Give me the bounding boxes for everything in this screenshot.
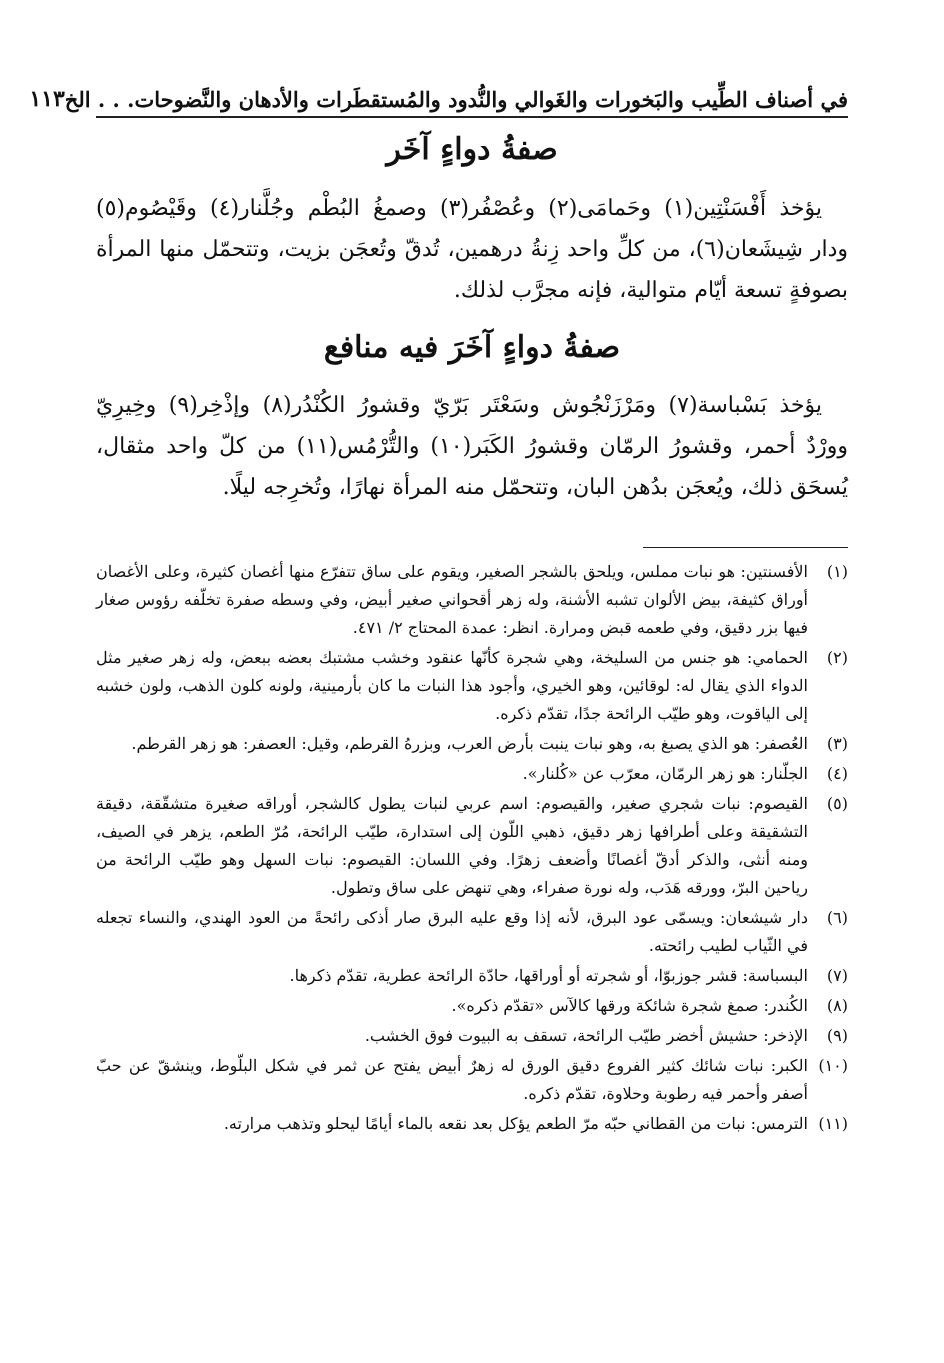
footnote-number: (٩)	[826, 1026, 848, 1045]
footnote	[96, 760, 848, 788]
running-title: في أصناف الطِّيب والبَخورات والغَوالي والنُّدود والمُستقطَرات والأدهان والنَّضوحات. . . الخ	[64, 87, 848, 112]
footnote-number: (٣)	[826, 734, 848, 753]
footnote	[96, 1052, 848, 1108]
footnote	[96, 1110, 848, 1138]
footnote-number: (٢)	[826, 648, 848, 667]
footnote-divider	[643, 547, 848, 548]
footnote-number: (١١)	[818, 1114, 848, 1133]
footnote	[96, 558, 848, 642]
footnote-number: (٥)	[826, 794, 848, 813]
footnote-text: الإذخر: حشيش أخضر طيّب الرائحة، تسقف به البيوت فوق الخشب.	[364, 1026, 808, 1045]
footnote-text: الجلّنار: هو زهر الرمّان، معرّب عن «كُلنار».	[522, 764, 808, 783]
running-header	[29, 72, 848, 118]
footnote-number: (٤)	[826, 764, 848, 783]
section-paragraph: يؤخذ بَسْباسة(٧) ومَرْزَنْجُوش وسَعْتَر بَرّيّ وقشورُ الكُنْدُر(٨) وإذْخِر(٩) وخِيرِيّ وورْدٌ أحمر، وقشورُ الرمّان وقشورُ الكَبَر(١٠) والتُّرْمُس(١١) من كلّ واحد مثقال، يُسحَق ذلك، ويُعجَن بدُهن البان، وتتحمّل منه المرأة نهارًا، وتُخرِجه ليلًا.	[96, 393, 848, 500]
footnote-number: (١٠)	[818, 1056, 848, 1075]
footnote	[96, 962, 848, 990]
footnote-text: الأفسنتين: هو نبات مملس، ويلحق بالشجر الصغير، ويقوم على ساق تتفرّع منها أغصان كثيرة، وعلى الأغصان أوراق كثيفة، بيض الألوان تشبه الأشنة، وله زهر أقحواني صغير أبيض، وفي وسطه صفرة تخلّفه رؤوس صغار فيها بزر دقيق، وفي طعمه قبض ومرارة. انظر: عمدة المحتاج ٢/ ٤٧١.	[96, 562, 808, 637]
page-number: ١١٣	[29, 86, 65, 112]
footnote	[96, 730, 848, 758]
footnote-text: القيصوم: نبات شجري صغير، والقيصوم: اسم عربي لنبات يطول كالشجر، أوراقه صغيرة متشقّقة، دقيقة التشقيقة وعلى أطرافها زهر دقيق، ذهبي اللّون إلى استدارة، طيّب الرائحة، مُرّ الطعم، يزهر في الصيف، ومنه أنثى، والذكر أدقّ أغصانًا وأضعف زهرًا. وفي اللسان: القيصوم: نبات السهل وهو طيّب الرائحة من رياحين البرّ، وورقه هَدَب، وله نورة صفراء، وهي تنهض على ساق وتطول.	[96, 794, 808, 897]
footnote-number: (٦)	[826, 908, 848, 927]
footnote	[96, 644, 848, 728]
section-paragraph: يؤخذ أَفْسَنْتِين(١) وحَمامَى(٢) وعُصْفُر(٣) وصمغُ البُطْم وجُلَّنار(٤) وقَيْصُوم(٥) ودار شِيشَعان(٦)، من كلِّ واحد زِنةُ درهمين، تُدقّ وتُعجَن بزيت، وتتحمّل منها المرأة بصوفةٍ تسعة أيّام متوالية، فإنه مجرَّب لذلك.	[96, 196, 849, 303]
footnote-text: الكُندر: صمغ شجرة شائكة ورقها كالآس «تقدّم ذكره».	[451, 996, 808, 1015]
footnote	[96, 904, 848, 960]
footnote-text: البسباسة: قشر جوزبوّا، أو شجرته أو أوراقها، حادّة الرائحة عطرية، تقدّم ذكرها.	[289, 966, 808, 985]
section-heading: صفةُ دواءٍ آخَر	[386, 132, 558, 167]
footnote-number: (٨)	[826, 996, 848, 1015]
footnote-text: العُصفر: هو الذي يصبغ به، وهو نبات ينبت بأرض العرب، وبزرهُ القرطم، وقيل: العصفر: هو زهر القرطم.	[131, 734, 808, 753]
footnote-text: الحمامي: هو جنس من السليخة، وهي شجرة كأنّها عنقود وخشب مشتبك بعضه ببعض، وله زهر صغير مثل الدواء الذي يقال له: لوقائين، وهو الخيري، وأجود هذا النبات ما كان بأرمينية، ولونه كلون الذهب، ولون خشبه إلى الياقوت، وهو طيّب الرائحة جدًا، تقدّم ذكره.	[96, 648, 808, 723]
section-heading: صفةُ دواءٍ آخَرَ فيه منافع	[323, 330, 621, 365]
footnote-text: الكبر: نبات شائك كثير الفروع دقيق الورق له زهرٌ أبيض يفتح عن ثمر في شكل البلّوط، وينشقّ عن حبّ أصفر وأحمر فيه رطوبة وحلاوة، تقدّم ذكره.	[96, 1056, 808, 1103]
footnote	[96, 992, 848, 1020]
footnote	[96, 790, 848, 902]
footnote-text: دار شيشعان: ويسمّى عود البرق، لأنه إذا وقع عليه البرق صار أذكى رائحةً من العود الهندي، والنساء تجعله في الثّياب لطيب رائحته.	[96, 908, 809, 955]
footnotes	[96, 558, 848, 1140]
footnote-text: الترمس: نبات من القطاني حبّه مرّ الطعم يؤكل بعد نقعه بالماء أيامًا ليحلو وتذهب مرارته.	[223, 1114, 808, 1133]
footnote-number: (٧)	[826, 966, 848, 985]
footnote	[96, 1022, 848, 1050]
footnote-number: (١)	[826, 562, 848, 581]
